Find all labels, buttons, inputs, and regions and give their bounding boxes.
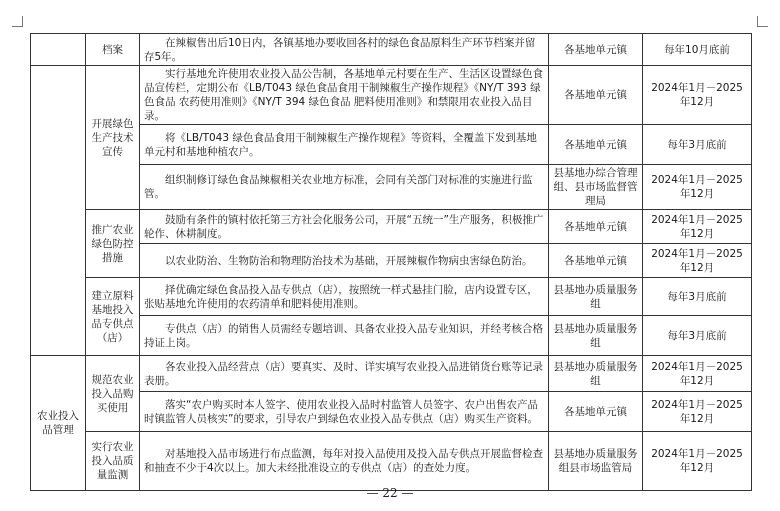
- responsible-unit: 县基地办质量服务组县市场监管局: [549, 432, 643, 491]
- responsible-unit: 各基地单元镇: [549, 244, 643, 278]
- table-row: [31, 316, 752, 356]
- time-limit: 2024年1月－2025年12月: [643, 432, 752, 491]
- task-description: 落实“农户购买时本人签字、使用农业投入品时村监管人员签字、农户出售农产品时镇监管人员核实”的要求，引导农户到绿色农业投入品专供点（店）购买生产资料。: [140, 392, 549, 432]
- table-row: [31, 278, 752, 316]
- time-limit: 2024年1月－2025年12月: [643, 66, 752, 125]
- task-description: 在辣椒售出后10日内，各镇基地办要收回各村的绿色食品原料生产环节档案并留存5年。: [140, 34, 549, 66]
- responsible-unit: 各基地单元镇: [549, 34, 643, 66]
- task-description: 对基地投入品市场进行布点监测，每年对投入品使用及投入品专供点开展监督检查和抽查不少于4次以上。加大未经批准设立的专供点（店）的查处力度。: [140, 432, 549, 491]
- task-description: 各农业投入品经营点（店）要真实、及时、详实填写农业投入品进销货台账等记录表册。: [140, 356, 549, 392]
- page-number: — 22 —: [366, 486, 414, 500]
- table-row: [31, 432, 752, 491]
- responsible-unit: 各基地单元镇: [549, 66, 643, 125]
- subcategory-cell: 实行农业投入品质量监测: [86, 432, 140, 491]
- subcategory-cell: 档案: [86, 34, 140, 66]
- subcategory-cell: 推广农业绿色防控措施: [86, 210, 140, 278]
- subcategory-cell: 建立原料基地投入品专供点（店）: [86, 278, 140, 356]
- time-limit: 每年10月底前: [643, 34, 752, 66]
- responsible-unit: 县基地办综合管理组、县市场监督管理局: [549, 165, 643, 210]
- subcategory-cell: 开展绿色生产技术宣传: [86, 66, 140, 210]
- table-row: [31, 210, 752, 244]
- time-limit: 2024年1月－2025年12月: [643, 244, 752, 278]
- responsible-unit: 各基地单元镇: [549, 392, 643, 432]
- table-row: [31, 34, 752, 66]
- responsible-unit: 县基地办质量服务组: [549, 316, 643, 356]
- crop-mark-top-left: [12, 16, 23, 27]
- plan-table: [30, 33, 752, 491]
- task-description: 将《LB/T043 绿色食品食用干制辣椒生产操作规程》等资料，全覆盖下发到基地单元村和基地种植农户。: [140, 125, 549, 165]
- category-cell-empty: [31, 34, 86, 66]
- time-limit: 2024年1月－2025年12月: [643, 165, 752, 210]
- task-description: 专供点（店）的销售人员需经专题培训、具备农业投入品专业知识，并经考核合格持证上岗。: [140, 316, 549, 356]
- category-cell: 农业投入品管理: [31, 356, 86, 491]
- responsible-unit: 县基地办质量服务组: [549, 278, 643, 316]
- time-limit: 每年3月底前: [643, 125, 752, 165]
- table-row: [31, 392, 752, 432]
- task-description: 组织制修订绿色食品辣椒相关农业地方标准，会同有关部门对标准的实施进行监管。: [140, 165, 549, 210]
- time-limit: 每年3月底前: [643, 278, 752, 316]
- task-description: 鼓励有条件的镇村依托第三方社会化服务公司，开展“五统一”生产服务，积极推广轮作、休耕制度。: [140, 210, 549, 244]
- crop-mark-top-right: [757, 16, 768, 27]
- time-limit: 2024年1月－2025年12月: [643, 392, 752, 432]
- table-row: [31, 244, 752, 278]
- task-description: 以农业防治、生物防治和物理防治技术为基础，开展辣椒作物病虫害绿色防治。: [140, 244, 549, 278]
- time-limit: 每年3月底前: [643, 316, 752, 356]
- responsible-unit: 县基地办质量服务组: [549, 356, 643, 392]
- task-description: 择优确定绿色食品投入品专供点（店），按照统一样式悬挂门脸，店内设置专区，张贴基地允许使用的农药清单和肥料使用准则。: [140, 278, 549, 316]
- table-row: [31, 356, 752, 392]
- responsible-unit: 各基地单元镇: [549, 210, 643, 244]
- task-description: 实行基地允许使用农业投入品公告制，各基地单元村要在生产、生活区设置绿色食品宣传栏，定期公布《LB/T043 绿色食品食用干制辣椒生产操作规程》《NY/T 393 绿色食品 农药使用准则》《NY/T 394 绿色食品 肥料使用准则》和禁限用农业投入品目录。: [140, 66, 549, 125]
- table-row: [31, 125, 752, 165]
- table-row: [31, 165, 752, 210]
- subcategory-cell: 规范农业投入品购买使用: [86, 356, 140, 432]
- category-cell-empty: [31, 66, 86, 356]
- table-row: [31, 66, 752, 125]
- time-limit: 2024年1月－2025年12月: [643, 356, 752, 392]
- responsible-unit: 各基地单元镇: [549, 125, 643, 165]
- time-limit: 2024年1月－2025年12月: [643, 210, 752, 244]
